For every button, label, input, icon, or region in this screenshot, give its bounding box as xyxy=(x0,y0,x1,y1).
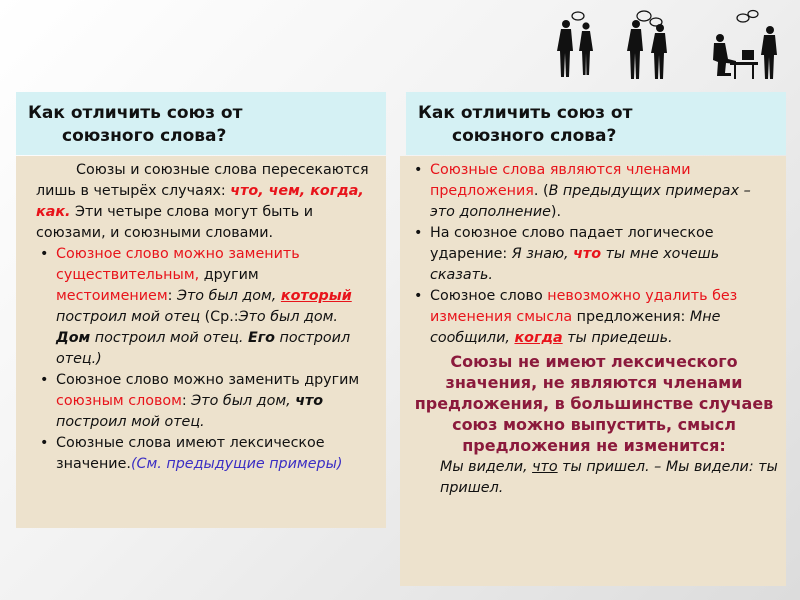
right-header xyxy=(406,92,786,155)
conjunction-claim: Союзы не имеют лексического значения, не являются членами предложения, в большинстве случаев союз можно выпустить, смысл предложения не изменится: xyxy=(414,352,774,455)
people-silhouettes-illustration xyxy=(548,8,788,88)
person-silhouette xyxy=(557,20,573,77)
list-item: • Союзное слово можно заменить другим союзным словом: Это был дом, что построил мой отец. xyxy=(36,370,376,433)
person-silhouette xyxy=(579,22,593,75)
office-scene-silhouette xyxy=(713,26,777,79)
left-header-line2: союзного слова? xyxy=(62,126,227,146)
list-item: • Союзные слова являются членами предложения. (В предыдущих примерах – это дополнение). xyxy=(410,160,778,223)
list-item: • Союзное слово невозможно удалить без изменения смысла предложения: Мне сообщили, когда ты приедешь. xyxy=(410,286,778,349)
list-item: • На союзное слово падает логическое ударение: Я знаю, что ты мне хочешь сказать. xyxy=(410,223,778,286)
person-silhouette xyxy=(627,20,643,79)
example-sentence: Мы видели, что ты пришел. – Мы видели: ты пришел. xyxy=(440,459,778,496)
person-silhouette xyxy=(651,24,667,79)
ambiguous-words: что, чем, когда, как. xyxy=(36,183,364,220)
intro-paragraph: Союзы и союзные слова пересекаются лишь в четырёх случаях: что, чем, когда, как. Эти четыре слова могут быть и союзами, и союзными словами. xyxy=(36,162,369,241)
left-header xyxy=(16,92,386,155)
right-panel xyxy=(400,156,786,586)
right-header-line1: Как отличить союз от xyxy=(418,103,633,123)
speech-bubble-icon xyxy=(572,11,758,27)
right-bullet-list xyxy=(410,160,778,349)
list-item: • Союзное слово можно заменить существительным, другим местоимением: Это был дом, который построил мой отец (Ср.:Это был дом. Дом построил мой отец. Его построил отец.) xyxy=(36,244,376,370)
left-panel xyxy=(16,156,386,528)
right-header-line2: союзного слова? xyxy=(452,126,617,146)
left-bullet-list xyxy=(36,244,376,475)
left-header-line1: Как отличить союз от xyxy=(28,103,243,123)
list-item: • Союзные слова имеют лексическое значение.(См. предыдущие примеры) xyxy=(36,433,376,475)
